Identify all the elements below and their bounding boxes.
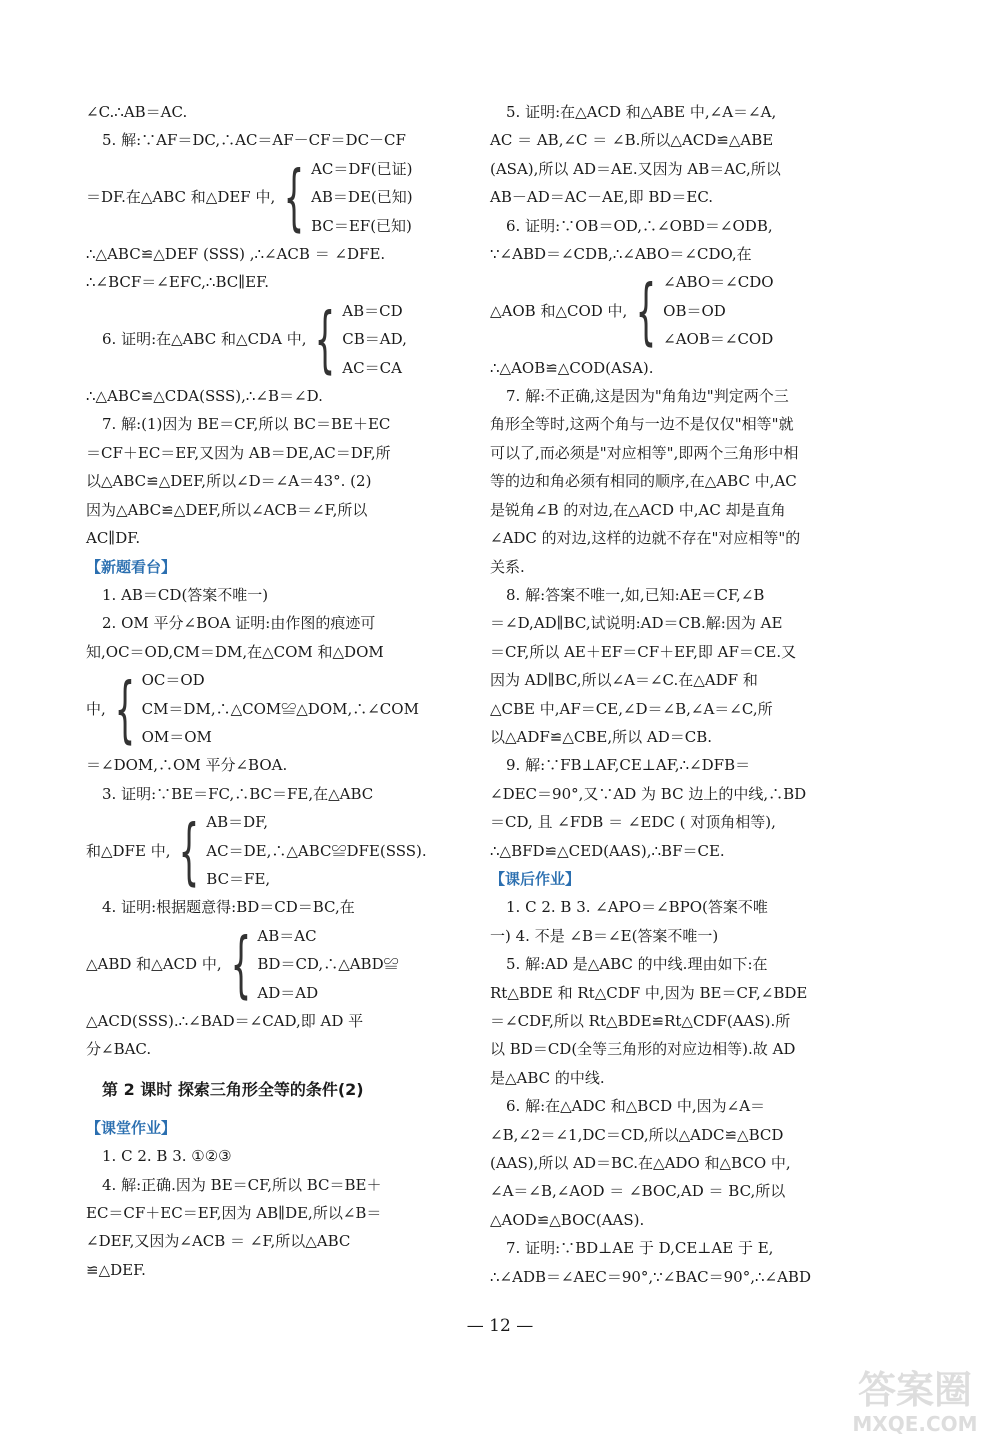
text-line: 6. 证明:∵OB＝OD,∴∠OBD＝∠ODB, [506, 216, 773, 235]
equation-system [86, 155, 482, 240]
brace-icon: { [283, 155, 305, 240]
text-line: ＝CF,所以 AE＋EF＝CF＋EF,即 AF＝CE.又 [490, 642, 797, 661]
text-line: Rt△BDE 和 Rt△CDF 中,因为 BE＝CF,∠BDE [490, 983, 808, 1002]
equation: ∠ABO＝∠CDO [663, 273, 774, 292]
text-line: 8. 解:答案不唯一,如,已知:AE＝CF,∠B [506, 585, 765, 604]
text-line: 是锐角∠B 的对边,在△ACD 中,AC 却是直角 [490, 500, 786, 519]
text-line: ≌△DEF. [86, 1260, 146, 1279]
text-line: ＝∠D,AD∥BC,试说明:AD＝CB.解:因为 AE [490, 614, 783, 633]
equation: AB＝DF, [206, 813, 269, 832]
brace-icon: { [114, 666, 135, 751]
equation: AB＝DE(已知) [311, 188, 413, 207]
text-line: 9. 解:∵FB⊥AF,CE⊥AF,∴∠DFB＝ [506, 756, 751, 775]
section-tag: 【课后作业】 [490, 869, 581, 888]
equation: CB＝AD, [342, 330, 407, 349]
equation: BC＝FE, [206, 869, 271, 888]
watermark [840, 1368, 990, 1440]
equation-system [86, 922, 482, 1007]
text-line: AC∥DF. [86, 529, 141, 548]
text-line: ∠DEF,又因为∠ACB ＝ ∠F,所以△ABC [86, 1232, 351, 1251]
text-line: ＝DF.在△ABC 和△DEF 中, [86, 188, 276, 207]
equation: BD＝CD,∴△ABD≌ [257, 955, 399, 974]
text-line: 7. 证明:∵BD⊥AE 于 D,CE⊥AE 于 E, [506, 1239, 774, 1258]
section-tag: 【新题看台】 [86, 557, 177, 576]
equation: BC＝EF(已知) [311, 216, 412, 235]
text-line: ＝∠CDF,所以 Rt△BDE≌Rt△CDF(AAS).所 [490, 1012, 791, 1030]
text-line: ＝CD, 且 ∠FDB ＝ ∠EDC ( 对顶角相等), [490, 813, 776, 832]
text-line: △ABD 和△ACD 中, [86, 955, 222, 974]
text-line: ＝∠DOM,∴OM 平分∠BOA. [86, 756, 288, 775]
watermark-url: MXQE.COM [852, 1412, 978, 1436]
equation: AB＝AC [257, 926, 317, 945]
equation: AC＝DE,∴△ABC≌DFE(SSS). [206, 841, 427, 860]
text-line: 以 BD＝CD(全等三角形的对应边相等).故 AD [490, 1040, 796, 1059]
text-line: AB－AD＝AC－AE,即 BD＝EC. [490, 188, 714, 207]
text-line: ∠ADC 的对边,这样的边就不存在"对应相等"的 [490, 529, 801, 548]
text-line: ∴△AOB≌△COD(ASA). [490, 358, 654, 377]
text-line: 因为 AD∥BC,所以∠A＝∠C.在△ADF 和 [490, 671, 758, 690]
text-line: ∴△ABC≌△CDA(SSS),∴∠B＝∠D. [86, 387, 323, 406]
text-line: 1. AB＝CD(答案不唯一) [102, 585, 269, 604]
text-line: ＝CF＋EC＝EF,又因为 AB＝DE,AC＝DF,所 [86, 443, 391, 462]
text-line: 关系. [490, 557, 525, 576]
brace-icon: { [230, 922, 251, 1007]
text-line: ∴△BFD≌△CED(AAS),∴BF＝CE. [490, 841, 725, 860]
text-line: 等的边和角必须有相同的顺序,在△ABC 中,AC [490, 472, 797, 491]
text-line: 因为△ABC≌△DEF,所以∠ACB＝∠F,所以 [86, 500, 368, 519]
text-line: 知,OC＝OD,CM＝DM,在△COM 和△DOM [86, 642, 384, 661]
text-line: 3. 证明:∵BE＝FC,∴BC＝FE,在△ABC [102, 784, 374, 803]
right-column [490, 98, 886, 1291]
watermark-logo: 答案圈 [857, 1368, 972, 1412]
text-line: 7. 解:不正确,这是因为"角角边"判定两个三 [506, 387, 789, 406]
equation-system [86, 666, 482, 751]
brace-icon: { [179, 808, 200, 893]
equation: AC＝CA [342, 358, 402, 377]
equation-system [490, 268, 886, 353]
text-line: 和△DFE 中, [86, 841, 171, 860]
text-line: 5. 解:AD 是△ABC 的中线.理由如下:在 [506, 955, 768, 974]
text-line: 4. 证明:根据题意得:BD＝CD＝BC,在 [102, 898, 355, 917]
text-line: ∠C.∴AB＝AC. [86, 103, 188, 121]
equation: AB＝CD [342, 301, 403, 320]
equation: OC＝OD [141, 671, 205, 690]
equation: ∠AOB＝∠COD [663, 330, 774, 349]
section-tag: 【课堂作业】 [86, 1118, 177, 1137]
text-line: (ASA),所以 AD＝AE.又因为 AB＝AC,所以 [490, 159, 781, 178]
text-line: 以△ADF≌△CBE,所以 AD＝CB. [490, 727, 713, 746]
text-line: ∠DEC＝90°,又∵AD 为 BC 边上的中线,∴BD [490, 784, 807, 803]
text-line: 5. 解:∵AF＝DC,∴AC＝AF－CF＝DC－CF [102, 131, 406, 150]
text-line: 6. 证明:在△ABC 和△CDA 中, [102, 330, 307, 349]
text-line: △ACD(SSS).∴∠BAD＝∠CAD,即 AD 平 [86, 1012, 364, 1030]
equation: AC＝DF(已证) [311, 159, 413, 178]
text-line: ∴∠ADB＝∠AEC＝90°,∵∠BAC＝90°,∴∠ABD [490, 1267, 811, 1286]
text-line: 5. 证明:在△ACD 和△ABE 中,∠A＝∠A, [506, 103, 777, 121]
text-line: EC＝CF＋EC＝EF,因为 AB∥DE,所以∠B＝ [86, 1204, 382, 1223]
text-line: △AOD≌△BOC(AAS). [490, 1210, 645, 1229]
text-line: 分∠BAC. [86, 1040, 152, 1059]
equation: OM＝OM [141, 727, 212, 746]
text-line: (AAS),所以 AD＝BC.在△ADO 和△BCO 中, [490, 1154, 791, 1173]
text-line: 1. C 2. B 3. ①②③ [102, 1147, 232, 1166]
lesson-heading: 第 2 课时 探索三角形全等的条件(2) [102, 1079, 364, 1099]
text-line: 6. 解:在△ADC 和△BCD 中,因为∠A＝ [506, 1097, 766, 1116]
equation-system [86, 808, 482, 893]
equation-system [86, 297, 482, 382]
text-line: ∴△ABC≌△DEF (SSS) ,∴∠ACB ＝ ∠DFE. [86, 245, 386, 264]
text-line: 是△ABC 的中线. [490, 1068, 605, 1087]
text-line: 以△ABC≌△DEF,所以∠D＝∠A＝43°. (2) [86, 472, 372, 491]
text-line: △CBE 中,AF＝CE,∠D＝∠B,∠A＝∠C,所 [490, 699, 773, 718]
text-line: ∴∠BCF＝∠EFC,∴BC∥EF. [86, 273, 269, 292]
text-line: ∵∠ABD＝∠CDB,∴∠ABO＝∠CDO,在 [490, 245, 752, 264]
equation: AD＝AD [257, 983, 319, 1002]
equation: OB＝OD [663, 301, 726, 320]
page-number: — 12 — [466, 1316, 534, 1336]
text-line: 可以了,而必须是"对应相等",即两个三角形中相 [490, 443, 799, 462]
text-line: AC ＝ AB,∠C ＝ ∠B.所以△ACD≌△ABE [490, 131, 774, 150]
text-line: ∠A＝∠B,∠AOD ＝ ∠BOC,AD ＝ BC,所以 [490, 1182, 786, 1201]
text-line: 1. C 2. B 3. ∠APO＝∠BPO(答案不唯 [506, 898, 768, 917]
text-line: 角形全等时,这两个角与一边不是仅仅"相等"就 [490, 415, 794, 434]
text-line: △AOB 和△COD 中, [490, 301, 628, 320]
equation: CM＝DM,∴△COM≌△DOM,∴∠COM [141, 699, 419, 718]
text-line: 4. 解:正确.因为 BE＝CF,所以 BC＝BE＋ [102, 1175, 382, 1194]
text-line: 一) 4. 不是 ∠B＝∠E(答案不唯一) [490, 926, 719, 945]
text-line: 中, [86, 699, 106, 718]
text-line: 7. 解:(1)因为 BE＝CF,所以 BC＝BE＋EC [102, 415, 391, 434]
left-column [86, 98, 482, 1284]
brace-icon: { [315, 297, 336, 382]
text-line: ∠B,∠2＝∠1,DC＝CD,所以△ADC≌△BCD [490, 1125, 784, 1144]
brace-icon: { [635, 269, 657, 354]
text-line: 2. OM 平分∠BOA 证明:由作图的痕迹可 [102, 614, 376, 633]
